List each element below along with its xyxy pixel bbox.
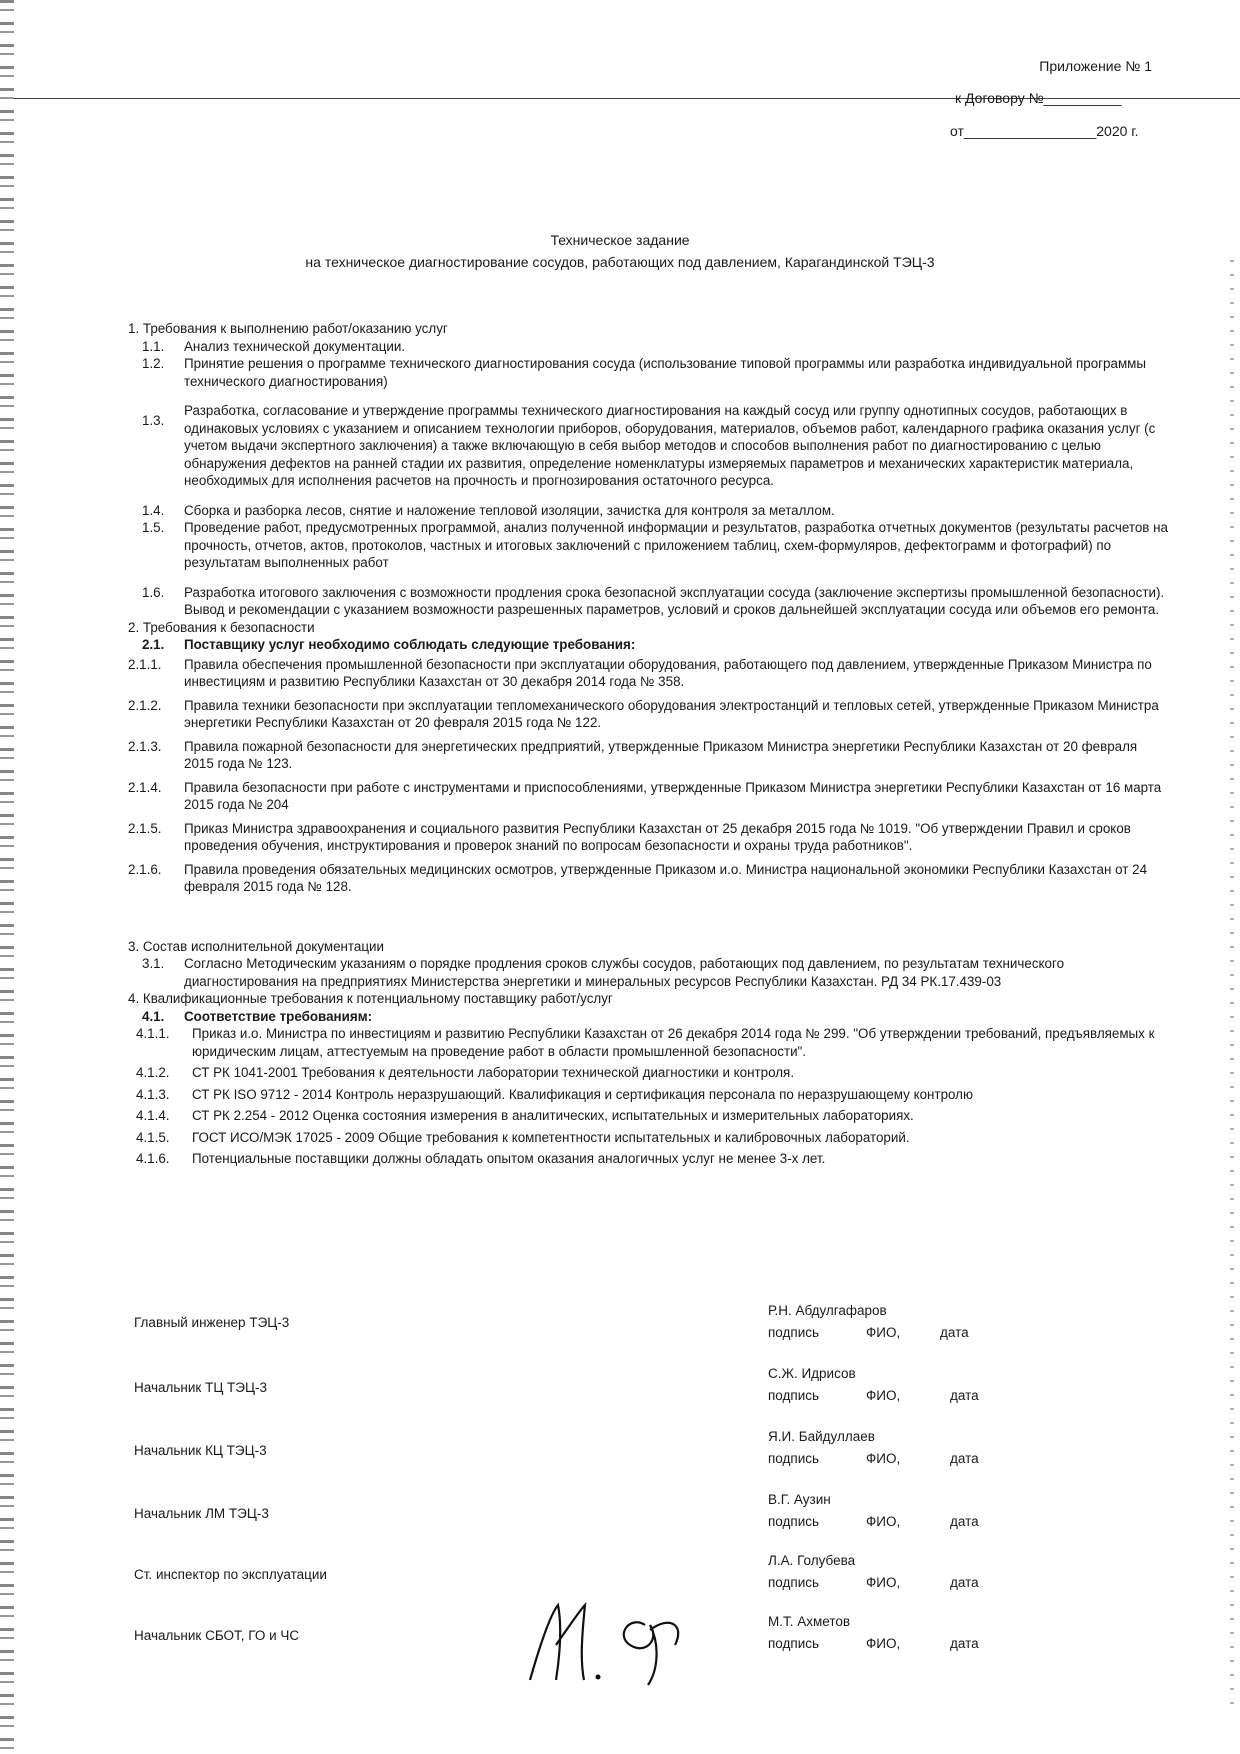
item-text: Принятие решения о программе технического диагностирования сосуда (использование типовой программы или разработка индивидуальной программы технического диагностирования) <box>184 356 1146 389</box>
label-date: дата <box>950 1451 979 1466</box>
item-text: Правила пожарной безопасности для энергетических предприятий, утвержденные Приказом Министра энергетики Республики Казахстан от 20 февраля 2015 года № 123. <box>184 738 1138 771</box>
label-date: дата <box>950 1575 979 1590</box>
item-number: 4.1.2. <box>136 1065 170 1080</box>
item-number: 2.1. <box>142 637 165 652</box>
section-title: 2. Требования к безопасности <box>128 619 315 635</box>
item-number: 2.1.3. <box>128 738 162 754</box>
signer-name: Л.А. Голубева <box>768 1553 856 1568</box>
signature-row <box>0 1303 1240 1363</box>
item-number: 2.1.6. <box>128 861 162 877</box>
signer-post: Начальник КЦ ТЭЦ-3 <box>134 1443 267 1458</box>
item-number: 4.1.4. <box>136 1108 170 1123</box>
item-number: 1.3. <box>142 413 165 428</box>
item-number: 4.1.1. <box>136 1026 170 1041</box>
signature-row <box>0 1492 1240 1552</box>
document-subtitle: на техническое диагностирование сосудов, работающих под давлением, Карагандинской ТЭЦ-3 <box>305 254 935 270</box>
item-number: 1.4. <box>142 502 165 518</box>
item-number: 4.1.6. <box>136 1151 170 1166</box>
signer-post: Ст. инспектор по эксплуатации <box>134 1567 327 1582</box>
item-text: Сборка и разборка лесов, снятие и наложение тепловой изоляции, зачистка для контроля за металлом. <box>184 502 835 518</box>
label-date: дата <box>940 1325 969 1340</box>
signer-post: Начальник ЛМ ТЭЦ-3 <box>134 1506 269 1521</box>
item-number: 4.1.3. <box>136 1086 170 1102</box>
signer-post: Главный инженер ТЭЦ-3 <box>134 1315 290 1330</box>
label-fio: ФИО, <box>866 1388 901 1403</box>
signature-row <box>0 1366 1240 1426</box>
item-text: СТ РК 1041-2001 Требования к деятельности лаборатории технической диагностики и контроля. <box>192 1065 795 1080</box>
label-sign: подпись <box>768 1325 820 1340</box>
label-fio: ФИО, <box>866 1636 901 1651</box>
document-title: Техническое задание <box>550 232 690 248</box>
signer-name: С.Ж. Идрисов <box>768 1366 856 1381</box>
section-title: 3. Состав исполнительной документации <box>128 938 384 954</box>
section-title: 4. Квалификационные требования к потенциальному поставщику работ/услуг <box>128 991 613 1006</box>
signature-labels <box>768 1514 979 1529</box>
item-text: Правила проведения обязательных медицинских осмотров, утвержденные Приказом и.о. Министра национальной экономики Республики Казахстан от 24 февраля 2015 года № 128. <box>184 861 1148 894</box>
item-text: Проведение работ, предусмотренных программой, анализ полученной информации и результатов, разработка отчетных документов (результаты расчетов на прочность, отчетов, актов, протоколов, частных и итоговых заключений с приложением таблиц, схем-формуляров, дефектограмм и фотографий) по результатам выполненных работ <box>184 520 1168 570</box>
label-sign: подпись <box>768 1636 820 1651</box>
section-title: 1. Требования к выполнению работ/оказанию услуг <box>128 321 448 336</box>
appendix-label: Приложение № 1 <box>1039 58 1152 74</box>
item-number: 2.1.1. <box>128 656 162 672</box>
item-text: Правила техники безопасности при эксплуатации тепломеханического оборудования электростанций и тепловых сетей, утвержденные Приказом Министра энергетики Республики Казахстан от 20 февраля 2015 года № 122. <box>184 697 1159 730</box>
item-text: Приказ и.о. Министра по инвестициям и развитию Республики Казахстан от 26 декабря 2014 года № 299. "Об утверждении требований, предъявляемых к юридическим лицам, аттестуемым на проведение работ в области промышленной безопасности". <box>192 1026 1155 1059</box>
signature-labels <box>768 1636 979 1651</box>
item-text: Правила обеспечения промышленной безопасности при эксплуатации оборудования, работающего под давлением, утвержденные Приказом Министра по инвестициям и развитию Республики Казахстан от 30 декабря 2014 года № 358. <box>184 656 1152 689</box>
item-text: Разработка, согласование и утверждение программы технического диагностирования на каждый сосуд или группу однотипных сосудов, работающих в одинаковых условиях с указанием и описанием технологии приборов, оборудования, материалов, объемов работ, календарного графика оказания услуг (с учетом выдачи экспертного заключения) а также включающую в себя выбор методов и способов выполнения работ по диагностированию с целью обнаружения дефектов на ранней стадии их развития, определение номенклатуры измеряемых параметров и механических характеристик материала, необходимых для исполнения расчетов на прочность и прогнозирования остаточного ресурса. <box>184 403 1156 488</box>
item-text: Потенциальные поставщики должны обладать опытом оказания аналогичных услуг не менее 3-х лет. <box>192 1151 826 1166</box>
item-number: 1.1. <box>142 338 165 354</box>
signature-row <box>0 1429 1240 1489</box>
item-number: 1.6. <box>142 584 165 600</box>
item-text: Поставщику услуг необходимо соблюдать следующие требования: <box>184 637 636 652</box>
item-number: 4.1.5. <box>136 1129 170 1145</box>
label-fio: ФИО, <box>866 1325 901 1340</box>
item-text: Соответствие требованиям: <box>184 1008 373 1024</box>
item-number: 2.1.4. <box>128 779 162 795</box>
signer-name: М.Т. Ахметов <box>768 1614 851 1629</box>
item-text: Разработка итогового заключения с возможности продления срока безопасной эксплуатации сосуда (заключение экспертизы промышленной безопасности). Вывод и рекомендации с указанием возможности разрешенных параметров, условий и сроков дальнейшей эксплуатации сосуда или объемов его ремонта. <box>184 584 1165 617</box>
item-number: 3.1. <box>142 956 165 971</box>
contract-label: к Договору №__________ <box>955 90 1122 106</box>
signer-name: В.Г. Аузин <box>768 1492 831 1507</box>
item-text: Анализ технической документации. <box>184 338 406 354</box>
item-text: СТ РК 2.254 - 2012 Оценка состояния измерения в аналитических, испытательных и измерительных лабораториях. <box>192 1108 914 1123</box>
item-text: СТ РК ISO 9712 - 2014 Контроль неразрушающий. Квалификация и сертификация персонала по неразрушающему контролю <box>192 1086 974 1102</box>
item-number: 2.1.2. <box>128 697 162 713</box>
signature-labels <box>768 1388 979 1403</box>
label-date: дата <box>950 1514 979 1529</box>
item-text: Согласно Методическим указаниям о порядке продления сроков службы сосудов, работающих под давлением, по результатам технического диагностирования на предприятиях Министерства энергетики и минеральных ресурсов Республики Казахстан. РД 34 РК.17.439-03 <box>184 956 1065 989</box>
label-date: дата <box>950 1388 979 1403</box>
signature-labels <box>768 1575 979 1590</box>
signature-labels <box>768 1325 969 1340</box>
signature-labels <box>768 1451 979 1466</box>
signer-post: Начальник СБОТ, ГО и ЧС <box>134 1628 300 1643</box>
label-fio: ФИО, <box>866 1575 901 1590</box>
handwritten-signature <box>510 1585 720 1695</box>
item-number: 1.2. <box>142 356 165 371</box>
signer-name: Я.И. Байдуллаев <box>768 1429 875 1444</box>
signer-name: Р.Н. Абдулгафаров <box>768 1303 887 1318</box>
label-sign: подпись <box>768 1388 820 1403</box>
date-label: от_________________2020 г. <box>950 123 1139 139</box>
label-sign: подпись <box>768 1575 820 1590</box>
item-text: Приказ Министра здравоохранения и социального развития Республики Казахстан от 25 декабря 2015 года № 1019. "Об утверждении Правил и сроков проведения обучения, инструктирования и проверок знаний по вопросам безопасности и охраны труда работников". <box>184 820 1131 853</box>
label-sign: подпись <box>768 1514 820 1529</box>
signer-post: Начальник ТЦ ТЭЦ-3 <box>134 1380 267 1395</box>
label-fio: ФИО, <box>866 1451 901 1466</box>
item-number: 1.5. <box>142 520 165 535</box>
label-fio: ФИО, <box>866 1514 901 1529</box>
item-text: Правила безопасности при работе с инструментами и приспособлениями, утвержденные Приказом Министра энергетики Республики Казахстан от 16 марта 2015 года № 204 <box>184 779 1162 812</box>
label-sign: подпись <box>768 1451 820 1466</box>
item-text: ГОСТ ИСО/МЭК 17025 - 2009 Общие требования к компетентности испытательных и калибровочных лабораторий. <box>192 1129 910 1145</box>
item-number: 4.1. <box>142 1008 165 1024</box>
item-number: 2.1.5. <box>128 820 162 836</box>
label-date: дата <box>950 1636 979 1651</box>
